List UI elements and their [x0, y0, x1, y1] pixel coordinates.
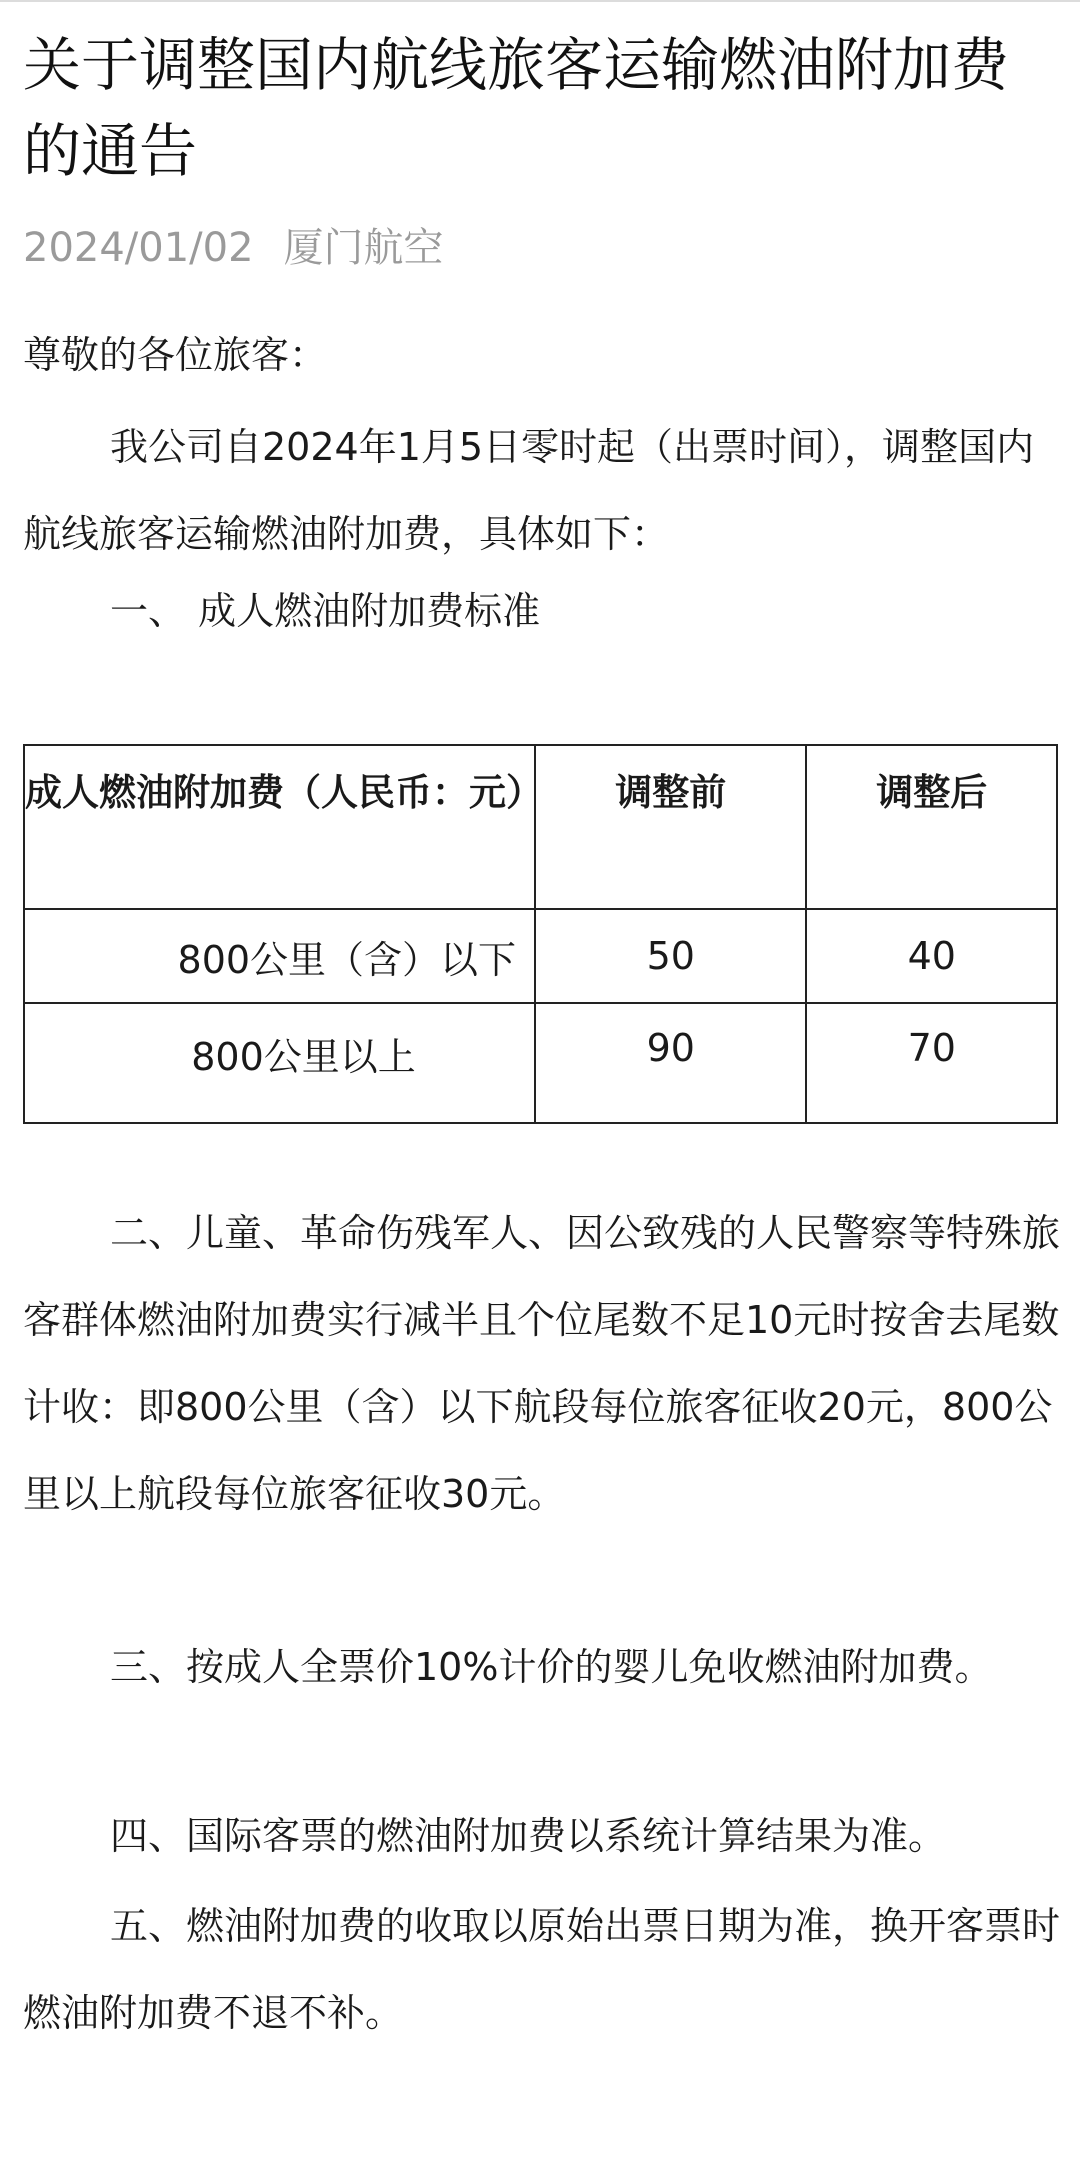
- fee-before-cell: 50: [535, 909, 806, 1003]
- header-before-adjustment: 调整前: [535, 745, 806, 909]
- fuel-surcharge-table: [23, 744, 1058, 1124]
- fee-before-cell: 90: [535, 1003, 806, 1123]
- section-two-paragraph: 二、儿童、革命伤残军人、因公致残的人民警察等特殊旅客群体燃油附加费实行减半且个位尾数不足10元时按舍去尾数计收：即800公里（含）以下航段每位旅客征收20元，800公里以上航段每位旅客征收30元。: [23, 1211, 1061, 1516]
- publish-date: 2024/01/02: [23, 225, 254, 271]
- table-row: [24, 909, 1057, 1003]
- fee-after-cell: 70: [806, 1003, 1057, 1123]
- greeting-paragraph: 尊敬的各位旅客：: [23, 333, 328, 377]
- header-after-adjustment: 调整后: [806, 745, 1057, 909]
- article-meta: [23, 220, 444, 276]
- table-header-row: [24, 745, 1057, 909]
- section-five-paragraph: 五、燃油附加费的收取以原始出票日期为准，换开客票时燃油附加费不退不补。: [23, 1904, 1061, 2035]
- section-one-heading: 一、 成人燃油附加费标准: [110, 589, 541, 633]
- section-four-paragraph: 四、国际客票的燃油附加费以系统计算结果为准。: [110, 1814, 947, 1858]
- fee-after-cell: 40: [806, 909, 1057, 1003]
- section-three-paragraph: 三、按成人全票价10%计价的婴儿免收燃油附加费。: [110, 1645, 993, 1689]
- header-fee-category: 成人燃油附加费（人民币：元）: [24, 745, 535, 909]
- distance-range-cell: 800公里以上: [24, 1003, 535, 1123]
- top-divider: [0, 0, 1080, 2]
- table-row: [24, 1003, 1057, 1123]
- intro-paragraph: 我公司自2024年1月5日零时起（出票时间），调整国内航线旅客运输燃油附加费，具体如下：: [23, 425, 1035, 556]
- publisher-name: 厦门航空: [283, 225, 444, 271]
- article-title: 关于调整国内航线旅客运输燃油附加费的通告: [23, 31, 1010, 185]
- distance-range-cell: 800公里（含）以下: [24, 909, 535, 1003]
